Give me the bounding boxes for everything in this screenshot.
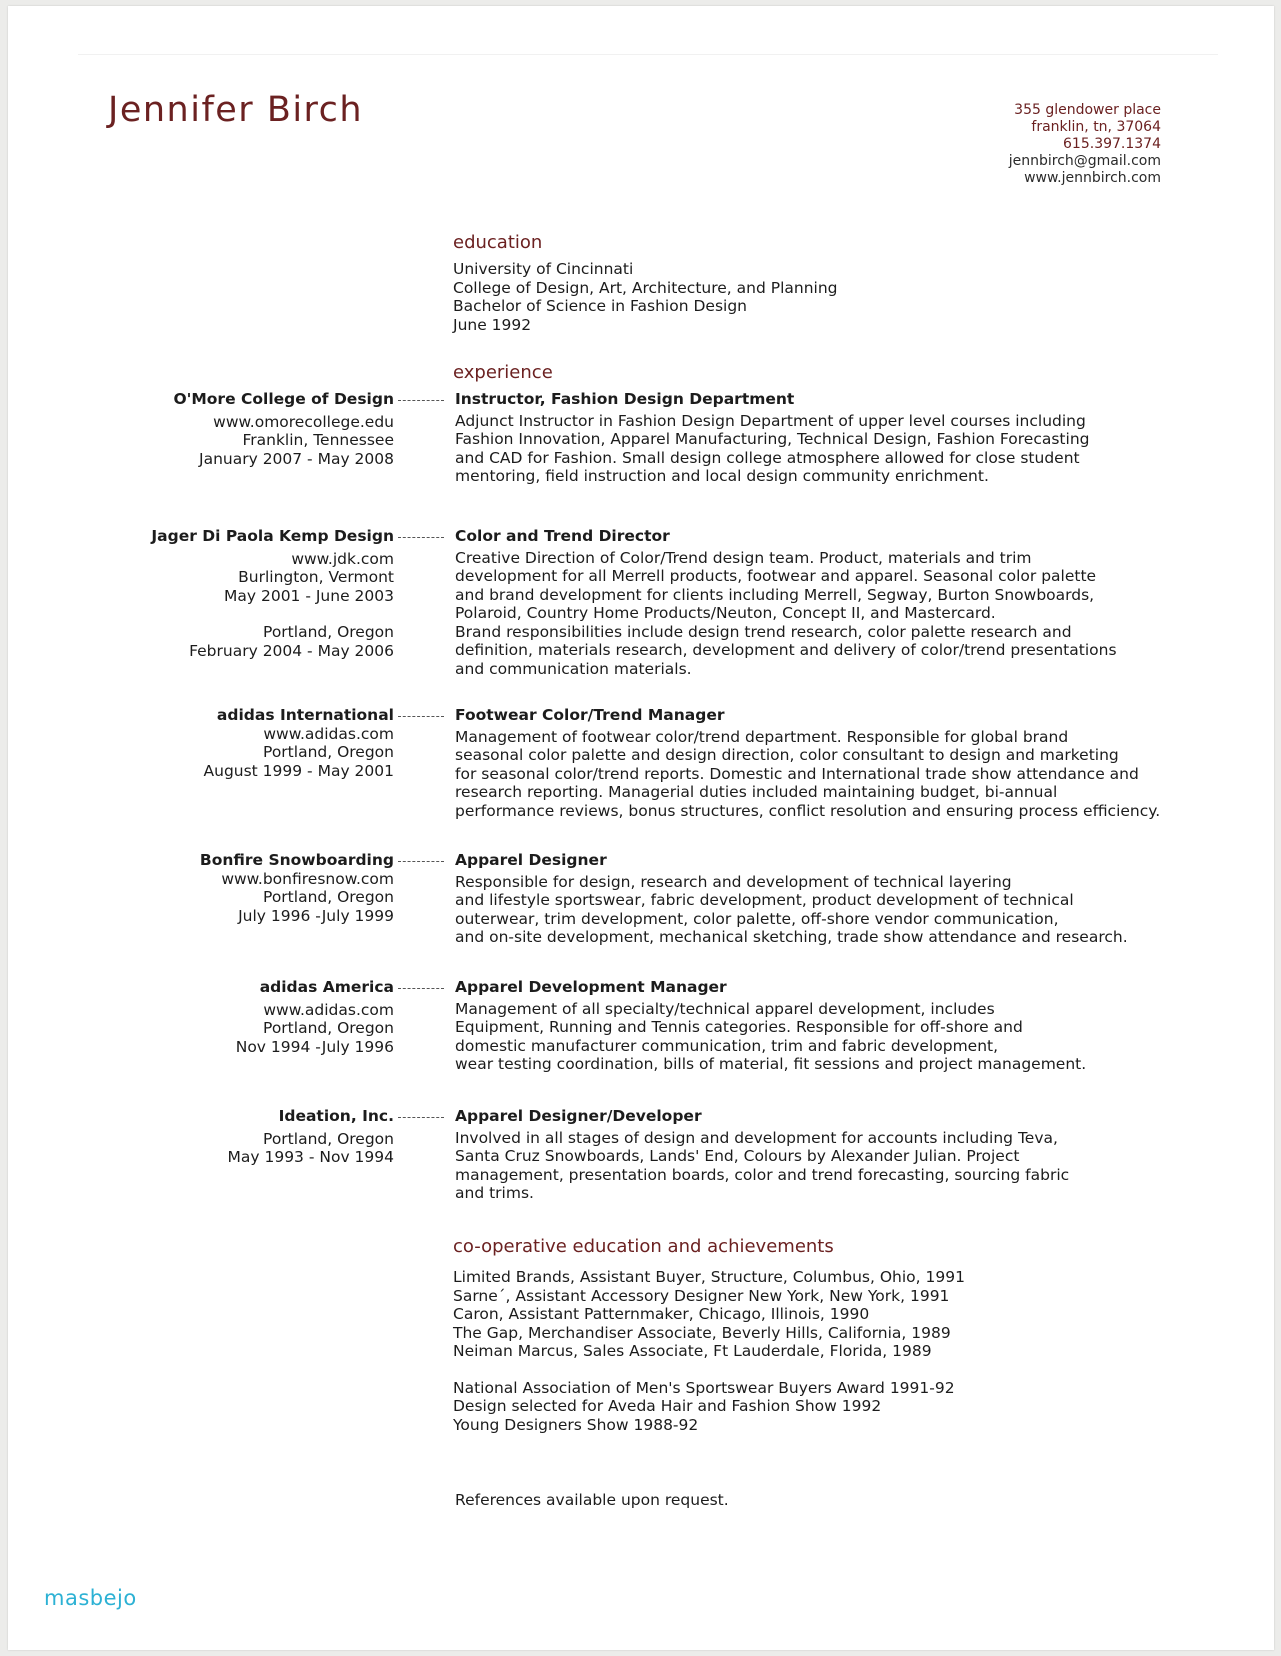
description-line: development for all Merrell products, footwear and apparel. Seasonal color palette — [455, 567, 1097, 585]
employer-detail: August 1999 - May 2001 — [203, 761, 394, 780]
description-line: mentoring, field instruction and local design community enrichment. — [455, 467, 989, 485]
description-line: Responsible for design, research and development of technical layering — [455, 872, 1012, 891]
dashed-connector — [398, 988, 444, 989]
description-line: seasonal color palette and design direction, color consultant to design and marketing — [455, 746, 1119, 764]
education-line: University of Cincinnati — [453, 260, 634, 278]
award-line: Young Designers Show 1988-92 — [453, 1415, 699, 1434]
job-title: Color and Trend Director — [455, 527, 670, 545]
coop-heading: co-operative education and achievements — [453, 1236, 834, 1257]
contact-block — [1009, 102, 1161, 187]
employer-detail: May 1993 - Nov 1994 — [227, 1148, 394, 1166]
employer-name: Ideation, Inc. — [278, 1107, 394, 1125]
employer-detail: February 2004 - May 2006 — [189, 641, 394, 660]
description-line: and trims. — [455, 1184, 534, 1202]
employer-detail[interactable]: www.omorecollege.edu — [213, 412, 394, 431]
employer-name: adidas America — [259, 978, 394, 996]
employer-detail: July 1996 -July 1999 — [238, 906, 394, 925]
phone: 615.397.1374 — [1063, 136, 1161, 152]
description-line: management, presentation boards, color and trend forecasting, sourcing fabric — [455, 1165, 1070, 1184]
dashed-connector — [398, 716, 444, 717]
employer-detail[interactable]: www.jdk.com — [291, 549, 394, 568]
employer-detail: Portland, Oregon — [263, 1019, 394, 1037]
employer-info — [228, 1107, 395, 1167]
description-line: for seasonal color/trend reports. Domestic and International trade show attendance and — [455, 764, 1139, 783]
references-note: References available upon request. — [455, 1491, 729, 1509]
award-line: National Association of Men's Sportswear Buyers Award 1991-92 — [453, 1378, 955, 1397]
employer-detail: Franklin, Tennessee — [242, 431, 394, 449]
employer-detail: Portland, Oregon — [263, 1129, 394, 1148]
employer-detail: May 2001 - June 2003 — [224, 586, 394, 605]
address-line-1: 355 glendower place — [1014, 102, 1161, 118]
employer-detail: January 2007 - May 2008 — [199, 449, 394, 468]
job-title: Apparel Designer — [455, 851, 607, 869]
employer-info — [204, 706, 394, 780]
description-line: Equipment, Running and Tennis categories. Responsible for off-shore and — [455, 1018, 1023, 1036]
description-line: and lifestyle sportswear, fabric development, product development of technical — [455, 891, 1074, 909]
employer-info — [200, 851, 394, 925]
description-line: Creative Direction of Color/Trend design team. Product, materials and trim — [455, 548, 1032, 567]
website-link[interactable]: www.jennbirch.com — [1024, 170, 1161, 186]
job-title: Instructor, Fashion Design Department — [455, 390, 795, 408]
employer-info — [151, 527, 394, 660]
job-title: Apparel Designer/Developer — [455, 1107, 702, 1125]
email-link[interactable]: jennbirch@gmail.com — [1008, 153, 1161, 169]
candidate-name: Jennifer Birch — [108, 90, 364, 130]
role-info — [455, 706, 1195, 820]
education-line: College of Design, Art, Architecture, and Planning — [453, 278, 838, 297]
description-line: Brand responsibilities include design trend research, color palette research and — [455, 622, 1072, 641]
role-info — [455, 978, 1195, 1074]
education-line: June 1992 — [453, 315, 532, 334]
job-title: Footwear Color/Trend Manager — [455, 706, 725, 724]
employer-detail[interactable]: www.adidas.com — [263, 1000, 394, 1019]
role-info — [455, 1107, 1195, 1203]
watermark-text: masbejo — [44, 1586, 137, 1610]
employer-name: adidas International — [216, 706, 394, 724]
role-info — [455, 527, 1195, 678]
description-line: and on-site development, mechanical sketching, trade show attendance and research. — [455, 928, 1128, 946]
employer-detail: Nov 1994 -July 1996 — [235, 1037, 394, 1056]
employer-detail: Portland, Oregon — [263, 743, 394, 761]
dashed-connector — [398, 400, 444, 401]
description-line: and brand development for clients including Merrell, Segway, Burton Snowboards, — [455, 585, 1095, 604]
description-line: research reporting. Managerial duties included maintaining budget, bi-annual — [455, 783, 1058, 801]
description-line: Involved in all stages of design and development for accounts including Teva, — [455, 1128, 1058, 1147]
coop-line: Caron, Assistant Patternmaker, Chicago, Illinois, 1990 — [453, 1305, 870, 1323]
address-line-2: franklin, tn, 37064 — [1031, 119, 1161, 135]
education-heading: education — [453, 232, 543, 253]
description-line: definition, materials research, development and delivery of color/trend presentations — [455, 641, 1117, 659]
resume-page — [8, 6, 1274, 1650]
coop-line: The Gap, Merchandiser Associate, Beverly Hills, California, 1989 — [453, 1323, 951, 1342]
coop-block — [453, 1268, 965, 1434]
description-line: wear testing coordination, bills of material, fit sessions and project management. — [455, 1055, 1087, 1073]
description-line: Adjunct Instructor in Fashion Design Department of upper level courses including — [455, 411, 1086, 430]
coop-line: Sarne´, Assistant Accessory Designer New York, New York, 1991 — [453, 1286, 950, 1305]
description-line: Santa Cruz Snowboards, Lands' End, Colours by Alexander Julian. Project — [455, 1147, 1020, 1165]
employer-detail[interactable]: www.adidas.com — [263, 724, 394, 743]
employer-detail: Portland, Oregon — [263, 623, 394, 641]
employer-detail: Portland, Oregon — [263, 888, 394, 906]
description-line: Polaroid, Country Home Products/Neuton, Concept II, and Mastercard. — [455, 604, 996, 622]
description-line: Management of all specialty/technical apparel development, includes — [455, 999, 995, 1018]
description-line: and CAD for Fashion. Small design college atmosphere allowed for close student — [455, 448, 1080, 467]
description-line: outerwear, trim development, color palette, off-shore vendor communication, — [455, 909, 1059, 928]
description-line: performance reviews, bonus structures, conflict resolution and ensuring process efficiency. — [455, 801, 1161, 820]
description-line: Management of footwear color/trend department. Responsible for global brand — [455, 727, 1069, 746]
employer-name: Bonfire Snowboarding — [199, 851, 394, 869]
education-block — [453, 260, 838, 334]
coop-line: Neiman Marcus, Sales Associate, Ft Lauderdale, Florida, 1989 — [453, 1342, 932, 1360]
description-line: Fashion Innovation, Apparel Manufacturing, Technical Design, Fashion Forecasting — [455, 430, 1090, 448]
employer-name: Jager Di Paola Kemp Design — [151, 527, 394, 545]
description-line: domestic manufacturer communication, trim and fabric development, — [455, 1036, 999, 1055]
description-line: and communication materials. — [455, 659, 692, 678]
dashed-connector — [398, 537, 444, 538]
employer-detail: Burlington, Vermont — [238, 568, 394, 586]
job-title: Apparel Development Manager — [455, 978, 727, 996]
dashed-connector — [398, 1117, 444, 1118]
employer-name: O'More College of Design — [173, 390, 394, 408]
experience-heading: experience — [453, 362, 553, 383]
role-info — [455, 390, 1195, 486]
role-info — [455, 851, 1195, 947]
employer-detail[interactable]: www.bonfiresnow.com — [221, 869, 394, 888]
award-line: Design selected for Aveda Hair and Fashion Show 1992 — [453, 1397, 882, 1415]
top-rule — [78, 54, 1218, 55]
employer-info — [236, 978, 394, 1056]
coop-line: Limited Brands, Assistant Buyer, Structure, Columbus, Ohio, 1991 — [453, 1268, 965, 1286]
dashed-connector — [398, 861, 444, 862]
employer-info — [173, 390, 394, 468]
education-line: Bachelor of Science in Fashion Design — [453, 297, 747, 315]
